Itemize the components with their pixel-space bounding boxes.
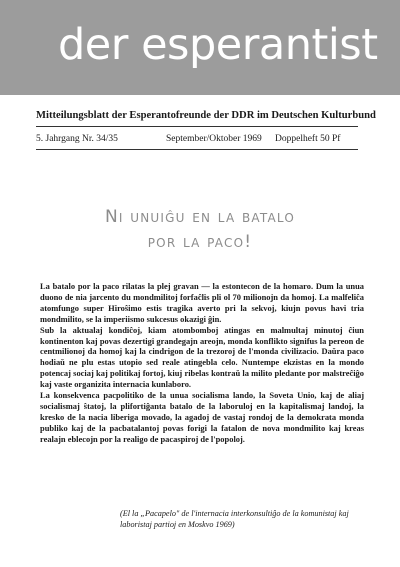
article-title-line-1: Ni unuiĝu en la batalo [105, 207, 295, 227]
article-title-line-2: por la paco! [147, 232, 253, 252]
article-paragraph: La konsekvenca pacpolitiko de la unua socialisma lando, la Soveta Unio, kaj de aliaj socialismaj ŝtatoj, la plifortiĝanta batalo de la laboruloj en la kapitalismaj landoj, la kresko de la nacia liberiga movado, la agadoj de vastaj rondoj de la demokrata monda publiko kaj de la pacbatalantoj povas forigi la fatalon de nova mondmilito kaj kreas realajn eblecojn por la realigo de pacaspiroj de l'popoloj. [40, 390, 364, 444]
article-body [40, 281, 364, 445]
publication-subtitle: Mitteilungsblatt der Esperantofreunde der DDR im Deutschen Kulturbund [36, 110, 376, 121]
article-paragraph: Sub la aktualaj kondiĉoj, kiam atombomboj atingas en malmultaj minutoj ĉiun kontinenton kaj povas dezertigi grandegajn areojn, monda konflikto signifus la pereon de centmilionoj da homoj kaj la cindrigon de la trezoroj de l'monda civilizacio. Daŭra paco hodiaŭ ne plu estas utopio sed reale atingebla celo. Nuntempe ekzistas en la mondo potencaj sociaj kaj politikaj fortoj, kiuj ribelas kontraŭ la milito pledante por malstreĉiĝo kaj vaste organizita internacia kunlaboro. [40, 324, 364, 390]
article-citation: (El la „Pacapelo" de l'internacia interkonsultiĝo de la komunistaj kaj laboristaj partioj en Moskvo 1969) [120, 509, 349, 529]
issue-price: Doppelheft 50 Pf [275, 134, 341, 144]
article-paragraph: La batalo por la paco rilatas la plej gravan — la estontecon de la homaro. Dum la unua duono de nia jarcento du mondmilitoj forfaĉlis pli ol 70 milionojn da homoj. La malfeliĉa atomfungo super Hiroŝimo estis tragika averto pri la sekvoj, kiujn povus havi tria mondmilito, se la imperiismo sukcesus okazigi ĝin. [40, 281, 364, 324]
masthead-title: der esperantist [58, 20, 378, 70]
issue-date: September/Oktober 1969 [166, 134, 262, 144]
issue-volume: 5. Jahrgang Nr. 34/35 [36, 134, 118, 144]
top-rule [36, 126, 358, 127]
bottom-rule [36, 149, 358, 150]
